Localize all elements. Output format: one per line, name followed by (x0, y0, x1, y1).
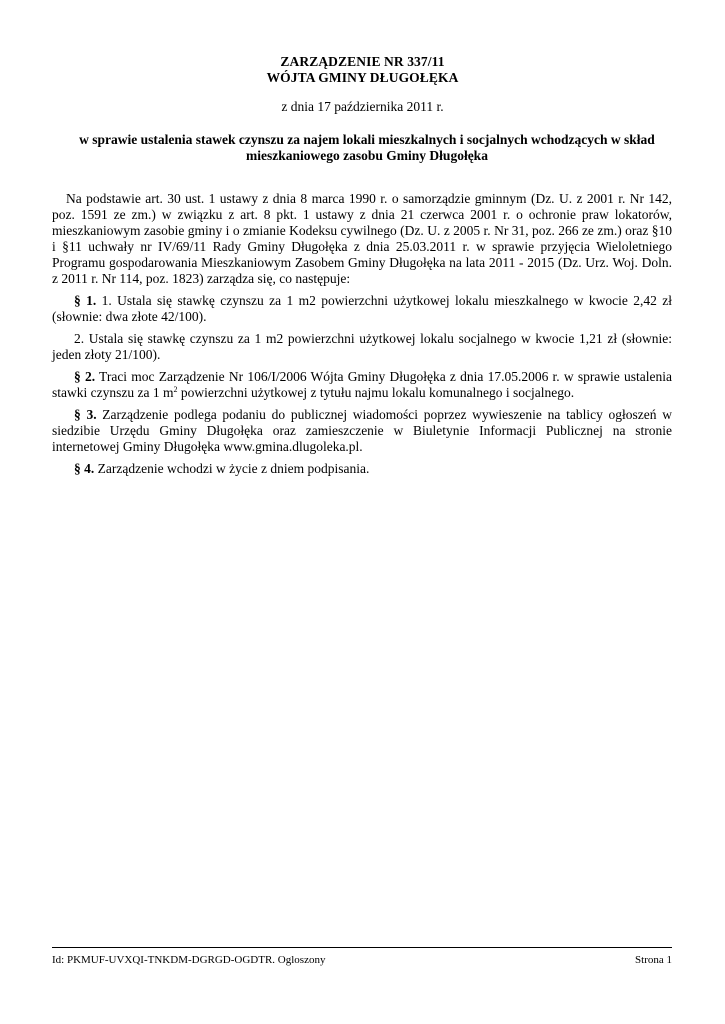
section-1-text: 1. Ustala się stawkę czynszu za 1 m2 powierzchni użytkowej lokalu mieszkalnego w kwocie 2,42 zł (słownie: dwa złote 42/100). (52, 293, 672, 324)
section-1-paragraph (52, 293, 672, 325)
document-title-line2: WÓJTA GMINY DŁUGOŁĘKA (266, 70, 459, 85)
section-2-label: § 2. (74, 369, 96, 384)
section-2-superscript: 2 (173, 385, 178, 394)
footer-page-number: Strona 1 (635, 954, 672, 966)
section-1-label: § 1. (74, 293, 97, 308)
section-2-paragraph (52, 369, 672, 401)
preamble-paragraph: Na podstawie art. 30 ust. 1 ustawy z dnia 8 marca 1990 r. o samorządzie gminnym (Dz. U. z 2001 r. Nr 142, poz. 1591 ze zm.) w związku z art. 8 pkt. 1 ustawy z dnia 21 czerwca 2001 r. o ochronie praw lokatorów, mieszkaniowym zasobie gminy i o zmianie Kodeksu cywilnego (Dz. U. z 2005 r. Nr 31, poz. 266 ze zm.) oraz §10 i §11 uchwały nr IV/69/11 Rady Gminy Długołęka z dnia 25.03.2011 r. w sprawie przyjęcia Wieloletniego Programu gospodarowania Mieszkaniowym Zasobem Gminy Długołęka na lata 2011 - 2015 (Dz. Urz. Woj. Doln. z 2011 r. Nr 114, poz. 1823) zarządza się, co następuje: (52, 191, 672, 286)
section-2-text-b: powierzchni użytkowej z tytułu najmu lokalu komunalnego i socjalnego. (177, 385, 575, 400)
document-subject: w sprawie ustalenia stawek czynszu za najem lokali mieszkalnych i socjalnych wchodzących w skład mieszkaniowego zasobu Gminy Długołęka (79, 132, 655, 163)
section-2-text-a: Traci moc Zarządzenie Nr 106/I/2006 Wójta Gminy Długołęka z dnia 17.05.2006 r. w sprawie ustalenia stawki czynszu za 1 m (52, 369, 672, 400)
footer-divider (52, 947, 672, 948)
footer-document-id: Id: PKMUF-UVXQI-TNKDM-DGRGD-OGDTR. Ogloszony (52, 954, 326, 966)
document-body (52, 191, 672, 483)
document-date: z dnia 17 października 2011 r. (281, 99, 444, 114)
section-4-label: § 4. (74, 461, 95, 476)
section-3-paragraph (52, 407, 672, 455)
section-1-point-2: 2. Ustala się stawkę czynszu za 1 m2 powierzchni użytkowej lokalu socjalnego w kwocie 1,21 zł (słownie: jeden złoty 21/100). (52, 331, 672, 362)
document-title-line1: ZARZĄDZENIE NR 337/11 (280, 54, 445, 69)
section-3-text: Zarządzenie podlega podaniu do publicznej wiadomości poprzez wywieszenie na tablicy ogłoszeń w siedzibie Urzędu Gminy Długołęka oraz zamieszczenie w Biuletynie Informacji Publicznej na stronie internetowej Gminy Długołęka www.gmina.dlugoleka.pl. (52, 407, 672, 454)
section-4-paragraph (52, 461, 672, 477)
section-3-label: § 3. (74, 407, 97, 422)
section-4-text: Zarządzenie wchodzi w życie z dniem podpisania. (94, 461, 370, 476)
